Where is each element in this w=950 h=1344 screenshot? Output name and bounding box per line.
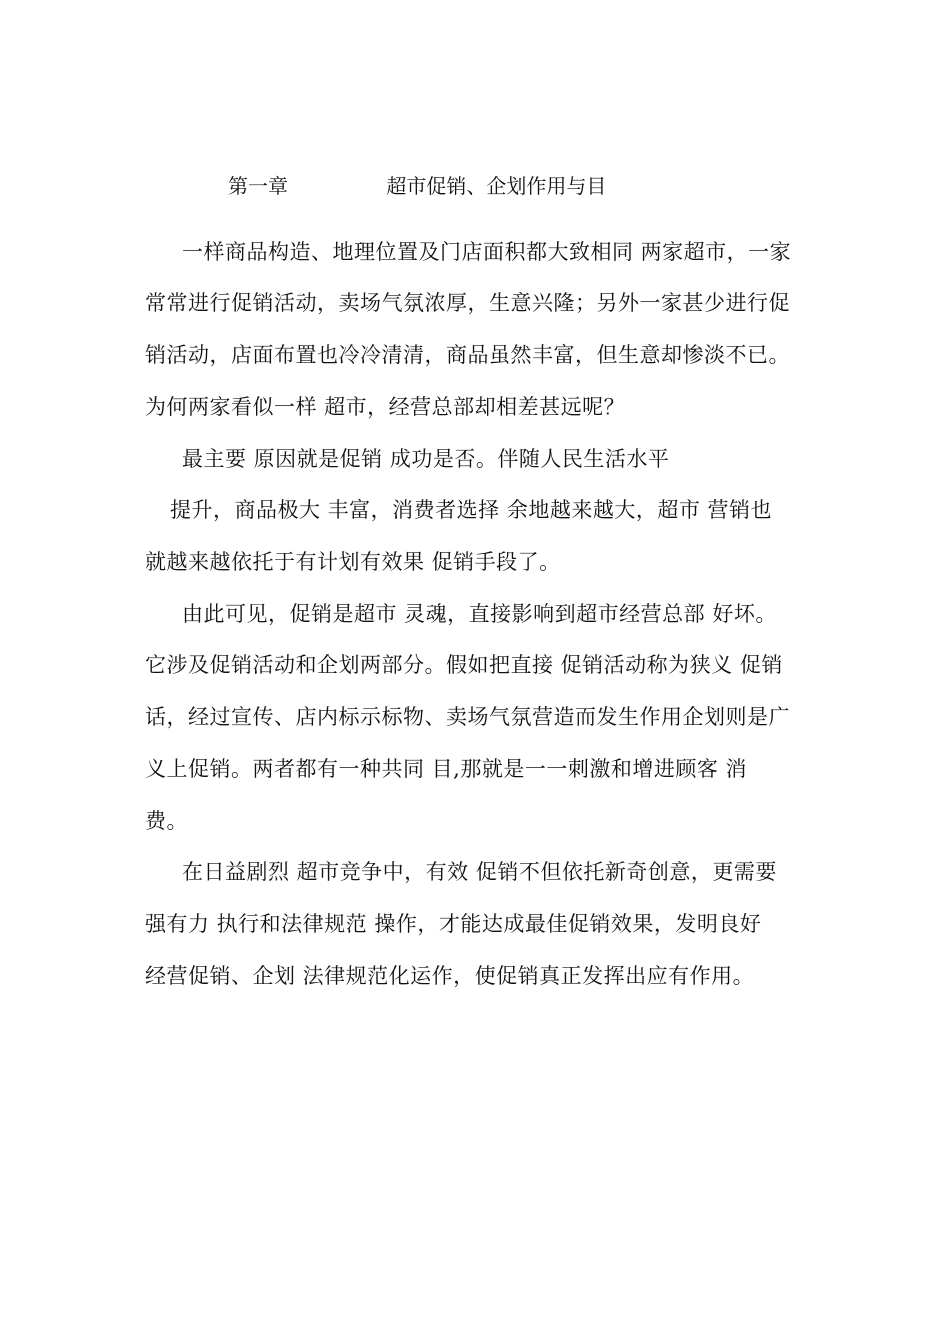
text-line: 义上促销。两者都有一种共同 目,那就是一一刺激和增进顾客 消 — [145, 757, 748, 781]
text-line: 由此可见，促销是超市 灵魂，直接影响到超市经营总部 好坏。 — [182, 602, 777, 626]
text-line: 话，经过宣传、店内标示标物、卖场气氛营造而发生作用企划则是广 — [145, 705, 790, 729]
chapter-number: 第一章 — [228, 174, 288, 198]
text-line: 常常进行促销活动，卖场气氛浓厚，生意兴隆；另外一家甚少进行促 — [145, 291, 790, 315]
chapter-title: 超市促销、企划作用与目 — [386, 174, 607, 198]
text-line: 就越来越依托于有计划有效果 促销手段了。 — [145, 550, 561, 574]
text-line: 强有力 执行和法律规范 操作，才能达成最佳促销效果，发明良好 — [145, 912, 762, 936]
text-line: 经营促销、企划 法律规范化运作，使促销真正发挥出应有作用。 — [145, 964, 755, 988]
text-line: 它涉及促销活动和企划两部分。假如把直接 促销活动称为狭义 促销 — [145, 653, 783, 677]
text-line: 为何两家看似一样 超市，经营总部却相差甚远呢？ — [145, 395, 626, 419]
chapter-heading — [228, 172, 606, 200]
text-line: 销活动，店面布置也冷冷清清，商品虽然丰富，但生意却惨淡不已。 — [145, 343, 790, 367]
text-line: 一样商品构造、地理位置及门店面积都大致相同 两家超市，一家 — [182, 240, 792, 264]
text-line: 提升，商品极大 丰富，消费者选择 余地越来越大，超市 营销也 — [170, 498, 773, 522]
text-line: 最主要 原因就是促销 成功是否。伴随人民生活水平 — [182, 447, 670, 471]
text-line: 在日益剧烈 超市竞争中，有效 促销不但依托新奇创意，更需要 — [182, 860, 777, 884]
text-line: 费。 — [145, 809, 188, 833]
